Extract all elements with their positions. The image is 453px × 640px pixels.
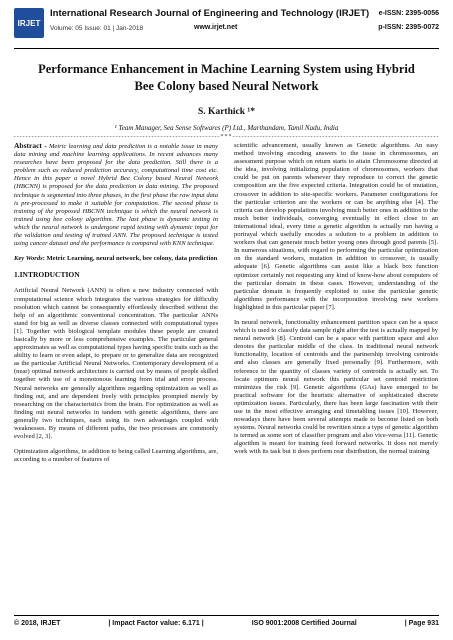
separator-line: ---------------------------------------------------------------------***--------------------------------------------------------------------- [13,134,440,140]
paper-title: Performance Enhancement in Machine Learning System using Hybrid Bee Colony based Neural Network [38,62,415,93]
right-paragraph-1: scientific advancement, usually known as Genetic algorithms. An easy method involving encoding answers to the issue in chromosomes, an assessment purpose which on return starts to attain Chromosome directed at the idea, involving initializing population of chromosomes, workers that could be put on parents whenever they reproduce to correct the genetic composition are the five expected criteria. Integration could be of mutation, crossover in addition to site-specific workers. Parameter configurations for the particular criterion are the workers or can be anything else [4]. The criteria can develop populations involving much better ones in addition to the much better individuals, converging eventually in effect close to an international ideal, every time a genetic algorithm is actually run having a portrayal which usefully encodes a solution to a problem in addition to workers that can generate much better young ones through good parents [5]. In numerous situations, with regard to performing the particular optimization on the standard workers, mutation in addition to crossover, is usually adequate [6]. Genetic algorithms can assist like a black box function optimizer certainly not requesting any kind of know-how about computers of the particular domain in these cases. However, understanding of the particular domain is frequently exploited to raise the particular genetic algorithms performance with the incorporation involving new workers highlighted in this particular paper [7]. [234,142,438,311]
irjet-logo: IRJET [14,8,44,38]
right-paragraph-2: In neural network, functionality enhancement partition space can be a space which is used to classify data sample right after the test is actually mapped by neural network [8]. Centroid can be a space with partition space and also denotes the particular middle of the class. In traditional neural network functionality, location of centroids and the partnership involving centroids and also classes are generally fixed personally [9]. Furthermore, with reference to the quantity of classes variety of centroids is actually set. To locate optimum neural network this particular set centroid restriction minimizes the risk [9]. Genetic algorithms (GAs) have emerged to be practical software for the heuristic alternative of sophisticated discrete optimization issues. Particularly, there has been large fascination with their use in the most effective arranging and timetabling issues [10]. However, nowadays there have been several attempts made to become listed on both systems. Neural networks could be rewritten since a type of genetic algorithm is termed as some sort of classifier program and also vice-versa [11]. Genetic algorithm is meant for training feed forward networks. It does not merely work with its task but it does perform rear distribution, the normal training [234,318,438,456]
footer-impact-factor: | Impact Factor value: 6.171 | [108,620,204,627]
keywords-text: : Metric Learning, neural network, bee colony, data prediction [42,255,218,263]
page-footer [14,620,439,627]
footer-page-number: | Page 931 [404,620,439,627]
keywords [14,255,218,263]
volume-issue: Volume: 05 Issue: 01 | Jan-2018 [50,25,144,32]
left-column [14,142,218,471]
header-rule [14,48,439,49]
abstract-label: Abstract - [14,141,47,150]
p-issn: p-ISSN: 2395-0072 [378,24,439,31]
footer-iso: ISO 9001:2008 Certified Journal [251,620,357,627]
abstract-text: Metric learning and data prediction is a notable issue in many data mining and machine learning applications. In recent advances many researches have been proposed for the data prediction. Still there is a problem such as reduced prediction accuracy, computational time cost etc. Hence in this paper a novel Hybrid Bee Colony based Neural Network (HBCNN) is proposed for the data prediction in data mining. The proposed technique is segmented into three phases, in the first phase the raw input data is pre-processed to make it suitable for computation. The second phase is training of the proposed HBCNN technique is which the neural network is trained using bee colony algorithm. The last phase is dynamic testing in which the neural network is undergone rapid testing with dynamic input for the validation and testing of trained ANN. The proposed technique is tested using cancer dataset and the performance is compared with KNN technique. [14,143,218,248]
e-issn: e-ISSN: 2395-0056 [378,10,439,17]
intro-paragraph-2: Optimization algorithms, in addition to being called Learning algorithms, are, according to a number of features of [14,448,218,464]
footer-rule [14,615,439,616]
keywords-label: Key Words [14,255,43,263]
intro-paragraph-1: Artificial Neural Network (ANN) is often a new industry connected with computational science which integrates the various strategies for difficulty resolution which cannot be consequently effortlessly described without the help of an algorithmic conventional concentration. The particular ANNs stand for big as well as diverse classes connected with computational types [1]. Together with biological template modules these people are created basically by more or less comprehensive examples. The particular general approximates as well as computational types having specific traits such as the ability to learn or even adapt, to prepare or to generalize data are recognized as the particular Artificial Neural Networks. Contemporary development of a (near) optimal network architecture is carried out by means of people skilled together with use of a monotonous learning from trial and error process. Neural networks are generally algorithms regarding optimization as well as finding out, and are dependent freely with principles prompted merely by researching on the characteristics from the brain. For optimization as well as finding out neural networks in tandem with genetic algorithms, there are generally two techniques, each using its own advantages coupled with weaknesses. By means of different paths, the two processes are commonly evolved [2, 3]. [14,287,218,441]
journal-name: International Research Journal of Engineering and Technology (IRJET) [50,8,370,19]
footer-copyright: © 2018, IRJET [14,620,61,627]
journal-header [14,6,439,46]
author-affiliation: ¹ Team Manager, Sea Sense Softwares (P) Ltd., Marthandam, Tamil Nadu, India [114,124,339,132]
right-column [234,142,438,464]
paper-author: S. Karthick ¹* [198,107,255,117]
abstract [14,142,218,248]
journal-website[interactable]: www.irjet.net [194,24,238,31]
section-heading-introduction: 1.INTRODUCTION [14,270,80,280]
